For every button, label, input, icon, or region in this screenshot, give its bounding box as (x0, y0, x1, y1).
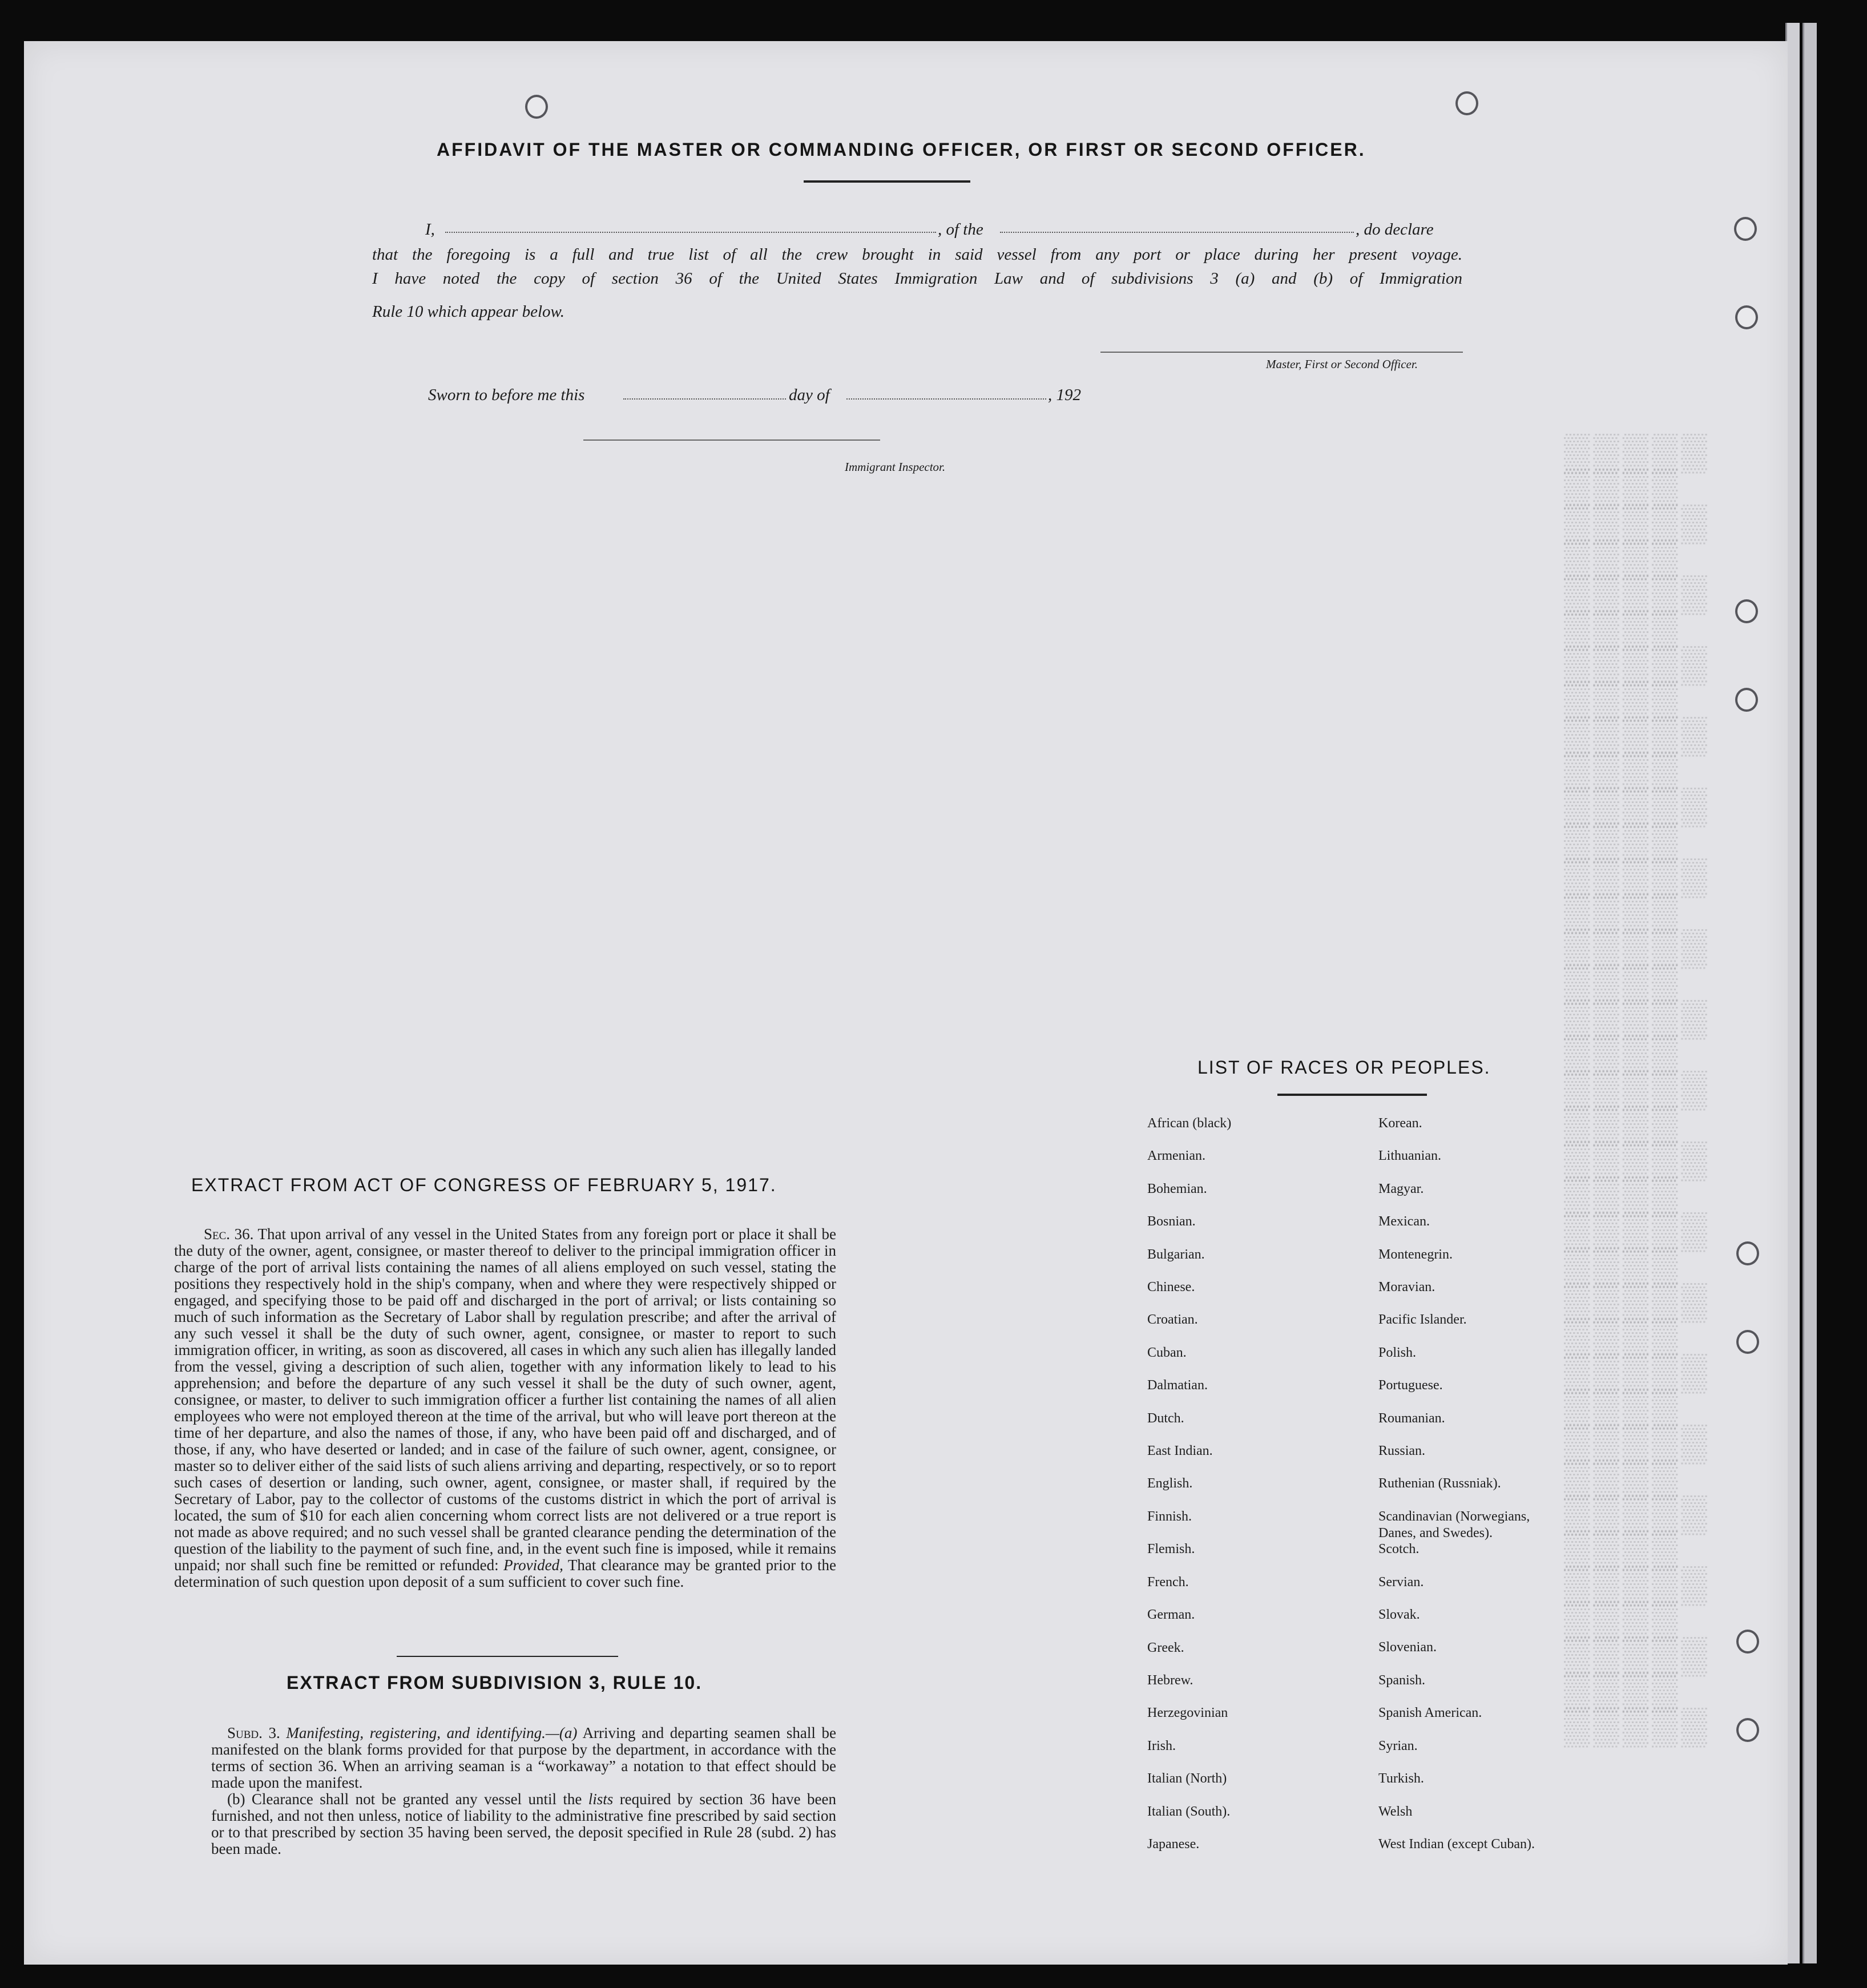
race-item: Japanese. (1147, 1836, 1200, 1852)
race-item: Hebrew. (1147, 1672, 1193, 1688)
race-item: Finnish. (1147, 1509, 1192, 1524)
affidavit-title: AFFIDAVIT OF THE MASTER OR COMMANDING OFFICER, OR FIRST OR SECOND OFFICER. (437, 139, 1366, 160)
race-item: Welsh (1378, 1804, 1413, 1819)
race-item: Magyar. (1378, 1181, 1424, 1196)
sworn-label: Sworn to before me this (428, 386, 585, 404)
race-item: German. (1147, 1607, 1195, 1623)
declarant-label: I, (425, 220, 435, 239)
proviso-label: Provided, (503, 1556, 563, 1574)
race-item: East Indian. (1147, 1443, 1213, 1459)
inspector-signature-line[interactable] (583, 439, 880, 441)
race-item: Russian. (1378, 1443, 1426, 1459)
act-title: EXTRACT FROM ACT OF CONGRESS OF FEBRUARY 5, 1917. (191, 1175, 777, 1195)
race-item: Italian (South). (1147, 1804, 1231, 1819)
section-label: Sec. 36. (204, 1225, 254, 1243)
vessel-label: , of the (938, 220, 983, 239)
race-item: Scandinavian (Norwegians, Danes, and Swedes). (1378, 1509, 1530, 1541)
races-column-1 (1147, 1107, 1364, 1861)
race-item: Italian (North) (1147, 1771, 1227, 1787)
race-item: Bohemian. (1147, 1181, 1207, 1196)
races-title: LIST OF RACES OR PEOPLES. (1197, 1057, 1491, 1078)
para-b-prefix: (b) Clearance shall not be granted any vessel until the (227, 1791, 582, 1808)
race-item: Spanish American. (1378, 1705, 1482, 1721)
bleed-through-texture: ▒▒▒▒▒ ▒▒▒▒ ▒▒▒▒▒ ▒▒▒▒ ▒▒▒▒▒ ▒▒▒▒ ▒▒▒▒▒ ▒▒▒▒ ▒▒▒▒▒ ▒▒▒▒ ▒▒▒▒▒ ▒▒▒▒ ▒▒▒▒▒ ▒▒▒▒ ▒▒▒▒▒ ▒▒▒▒ ▒▒▒▒▒ ▒▒▒▒ ▒▒▒▒▒ ▒▒▒▒ ▒▒▒▒▒ ▒▒▒▒ ▒▒▒▒▒ ▒▒▒▒ ▒▒▒▒▒ ▒▒▒▒ ▒▒▒▒▒ ▒▒▒▒ ▒▒▒▒▒ ▒▒▒▒ ▒▒▒▒▒ ▒▒▒▒ ▒▒▒▒▒ ▒▒▒▒ ▒▒▒▒▒ ▒▒▒▒ ▒▒▒▒▒ (1564, 434, 1711, 1746)
race-item: English. (1147, 1476, 1193, 1491)
race-item: West Indian (except Cuban). (1378, 1836, 1535, 1852)
race-item: Portuguese. (1378, 1378, 1443, 1393)
race-item: Bulgarian. (1147, 1247, 1205, 1262)
sworn-day-field[interactable] (623, 398, 786, 400)
race-item: Croatian. (1147, 1312, 1198, 1328)
proviso-text: That clearance may be granted prior to the determination of such question upon deposit of a sum sufficient to cover such fine. (174, 1556, 837, 1590)
punch-hole (1735, 305, 1758, 329)
subd-label: Subd. 3. (227, 1724, 280, 1741)
race-item: Korean. (1378, 1116, 1422, 1131)
affidavit-line: that the foregoing is a full and true list of all the crew brought in said vessel from any port or place during her present voyage. (372, 245, 1462, 264)
race-item: Slovenian. (1378, 1640, 1437, 1655)
race-item: Herzegovinian (1147, 1705, 1228, 1721)
race-item: French. (1147, 1574, 1189, 1590)
race-item: Mexican. (1378, 1214, 1430, 1229)
race-item: Chinese. (1147, 1280, 1195, 1295)
race-item: Slovak. (1378, 1607, 1420, 1623)
race-item: African (black) (1147, 1116, 1232, 1131)
para-b-rest: required by section 36 have been furnished, and not then unless, notice of liability to the administrative fine prescribed by said section or to that prescribed by section 35 having been served, the deposit specified in Rule 28 (subd. 2) has been made. (211, 1791, 837, 1857)
race-item: Pacific Islander. (1378, 1312, 1467, 1328)
race-item: Lithuanian. (1378, 1148, 1441, 1164)
section-divider (397, 1656, 618, 1657)
race-item: Cuban. (1147, 1345, 1187, 1360)
race-item: Moravian. (1378, 1280, 1435, 1295)
vessel-name-field[interactable] (1000, 232, 1354, 233)
declare-label: , do declare (1356, 220, 1434, 239)
race-item: Bosnian. (1147, 1214, 1196, 1229)
signature-line[interactable] (1100, 352, 1463, 353)
rule-subdivision-text (211, 1725, 836, 1857)
para-a: Arriving and departing seamen shall be manifested on the blank forms provided for that purpose by the department, in accordance with the terms of section 36. When an arriving seaman is a “workaway” a notation to that effect should be made upon the manifest. (211, 1724, 837, 1791)
race-item: Turkish. (1378, 1771, 1424, 1787)
race-item: Irish. (1147, 1738, 1176, 1753)
section-body: That upon arrival of any vessel in the United States from any foreign port or place it shall be the duty of the owner, agent, consignee, or master thereof to deliver to the principal immigration officer in charge of the port of arrival lists containing the names of all aliens employed on such vessel, stating the positions they respectively hold in the ship's company, when and where they were respectively shipped or engaged, and specifying those to be paid off and discharged in the port of arrival; or lists containing so much of such information as the Secretary of Labor shall by regulation prescribe; and after the arrival of any such vessel it shall be the duty of such owner, agent, consignee, or master to report to such immigration officer, in writing, as soon as discovered, all cases in which any such alien has illegally landed from the vessel, giving a description of such alien, together with any information likely to lead to his apprehension; and before the departure of any such vessel it shall be the duty of such owner, agent, consignee, or master, to deliver to such immigration officer a further list containing the names of all alien employees who were not employed thereon at the time of the arrival, but who will leave port thereon at the time of her departure, and also the names of those, if any, who have been paid off and discharged, and of those, if any, who have deserted or landed; and in case of the failure of such owner, agent, consignee, or master so to deliver either of the said lists of such aliens arriving and departing, respectively, or so to report such cases of desertion or landing, such owner, agent, consignee, or master shall, if required by the Secretary of Labor, pay to the collector of customs of the customs district in which the port of arrival is located, the sum of $10 for each alien concerning whom correct lists are not delivered or a true report is not made as above required; and no such vessel shall be granted clearance pending the determination of the question of the liability to the payment of such fine, and, in the event such fine is imposed, while it remains unpaid; nor shall such fine be remitted or refunded: (174, 1225, 837, 1574)
punch-hole (1734, 217, 1757, 241)
race-item: Montenegrin. (1378, 1247, 1453, 1262)
race-item: Polish. (1378, 1345, 1417, 1360)
race-item: Servian. (1378, 1574, 1424, 1590)
race-item: Scotch. (1378, 1542, 1420, 1557)
declarant-name-field[interactable] (445, 232, 936, 233)
para-b-lists: lists (588, 1791, 614, 1808)
rule-title: EXTRACT FROM SUBDIVISION 3, RULE 10. (287, 1672, 703, 1693)
affidavit-line: Rule 10 which appear below. (372, 303, 564, 321)
signature-label: Master, First or Second Officer. (1266, 357, 1418, 371)
race-item: Ruthenian (Russniak). (1378, 1476, 1501, 1491)
year-label: , 192 (1048, 386, 1081, 404)
inspector-label: Immigrant Inspector. (845, 460, 946, 474)
race-item: Flemish. (1147, 1542, 1195, 1557)
race-item: Dalmatian. (1147, 1378, 1208, 1393)
act-section-text (174, 1226, 836, 1590)
page-edge (1803, 23, 1817, 1963)
race-item: Armenian. (1147, 1148, 1205, 1164)
races-title-underline (1277, 1094, 1427, 1096)
races-column-2 (1378, 1107, 1630, 1861)
title-underline (804, 180, 970, 183)
day-of-label: day of (789, 386, 830, 404)
race-item: Syrian. (1378, 1738, 1418, 1753)
race-item: Roumanian. (1378, 1410, 1445, 1426)
race-item: Greek. (1147, 1640, 1184, 1655)
sworn-month-field[interactable] (846, 398, 1046, 400)
affidavit-line: I have noted the copy of section 36 of the United States Immigration Law and of subdivisions 3 (a) and (b) of Immigration (372, 269, 1462, 288)
race-item: Dutch. (1147, 1410, 1184, 1426)
punch-hole (525, 95, 548, 119)
race-item: Spanish. (1378, 1672, 1426, 1688)
subd-title: Manifesting, registering, and identifying.—(a) (286, 1724, 578, 1741)
punch-hole (1455, 91, 1478, 115)
